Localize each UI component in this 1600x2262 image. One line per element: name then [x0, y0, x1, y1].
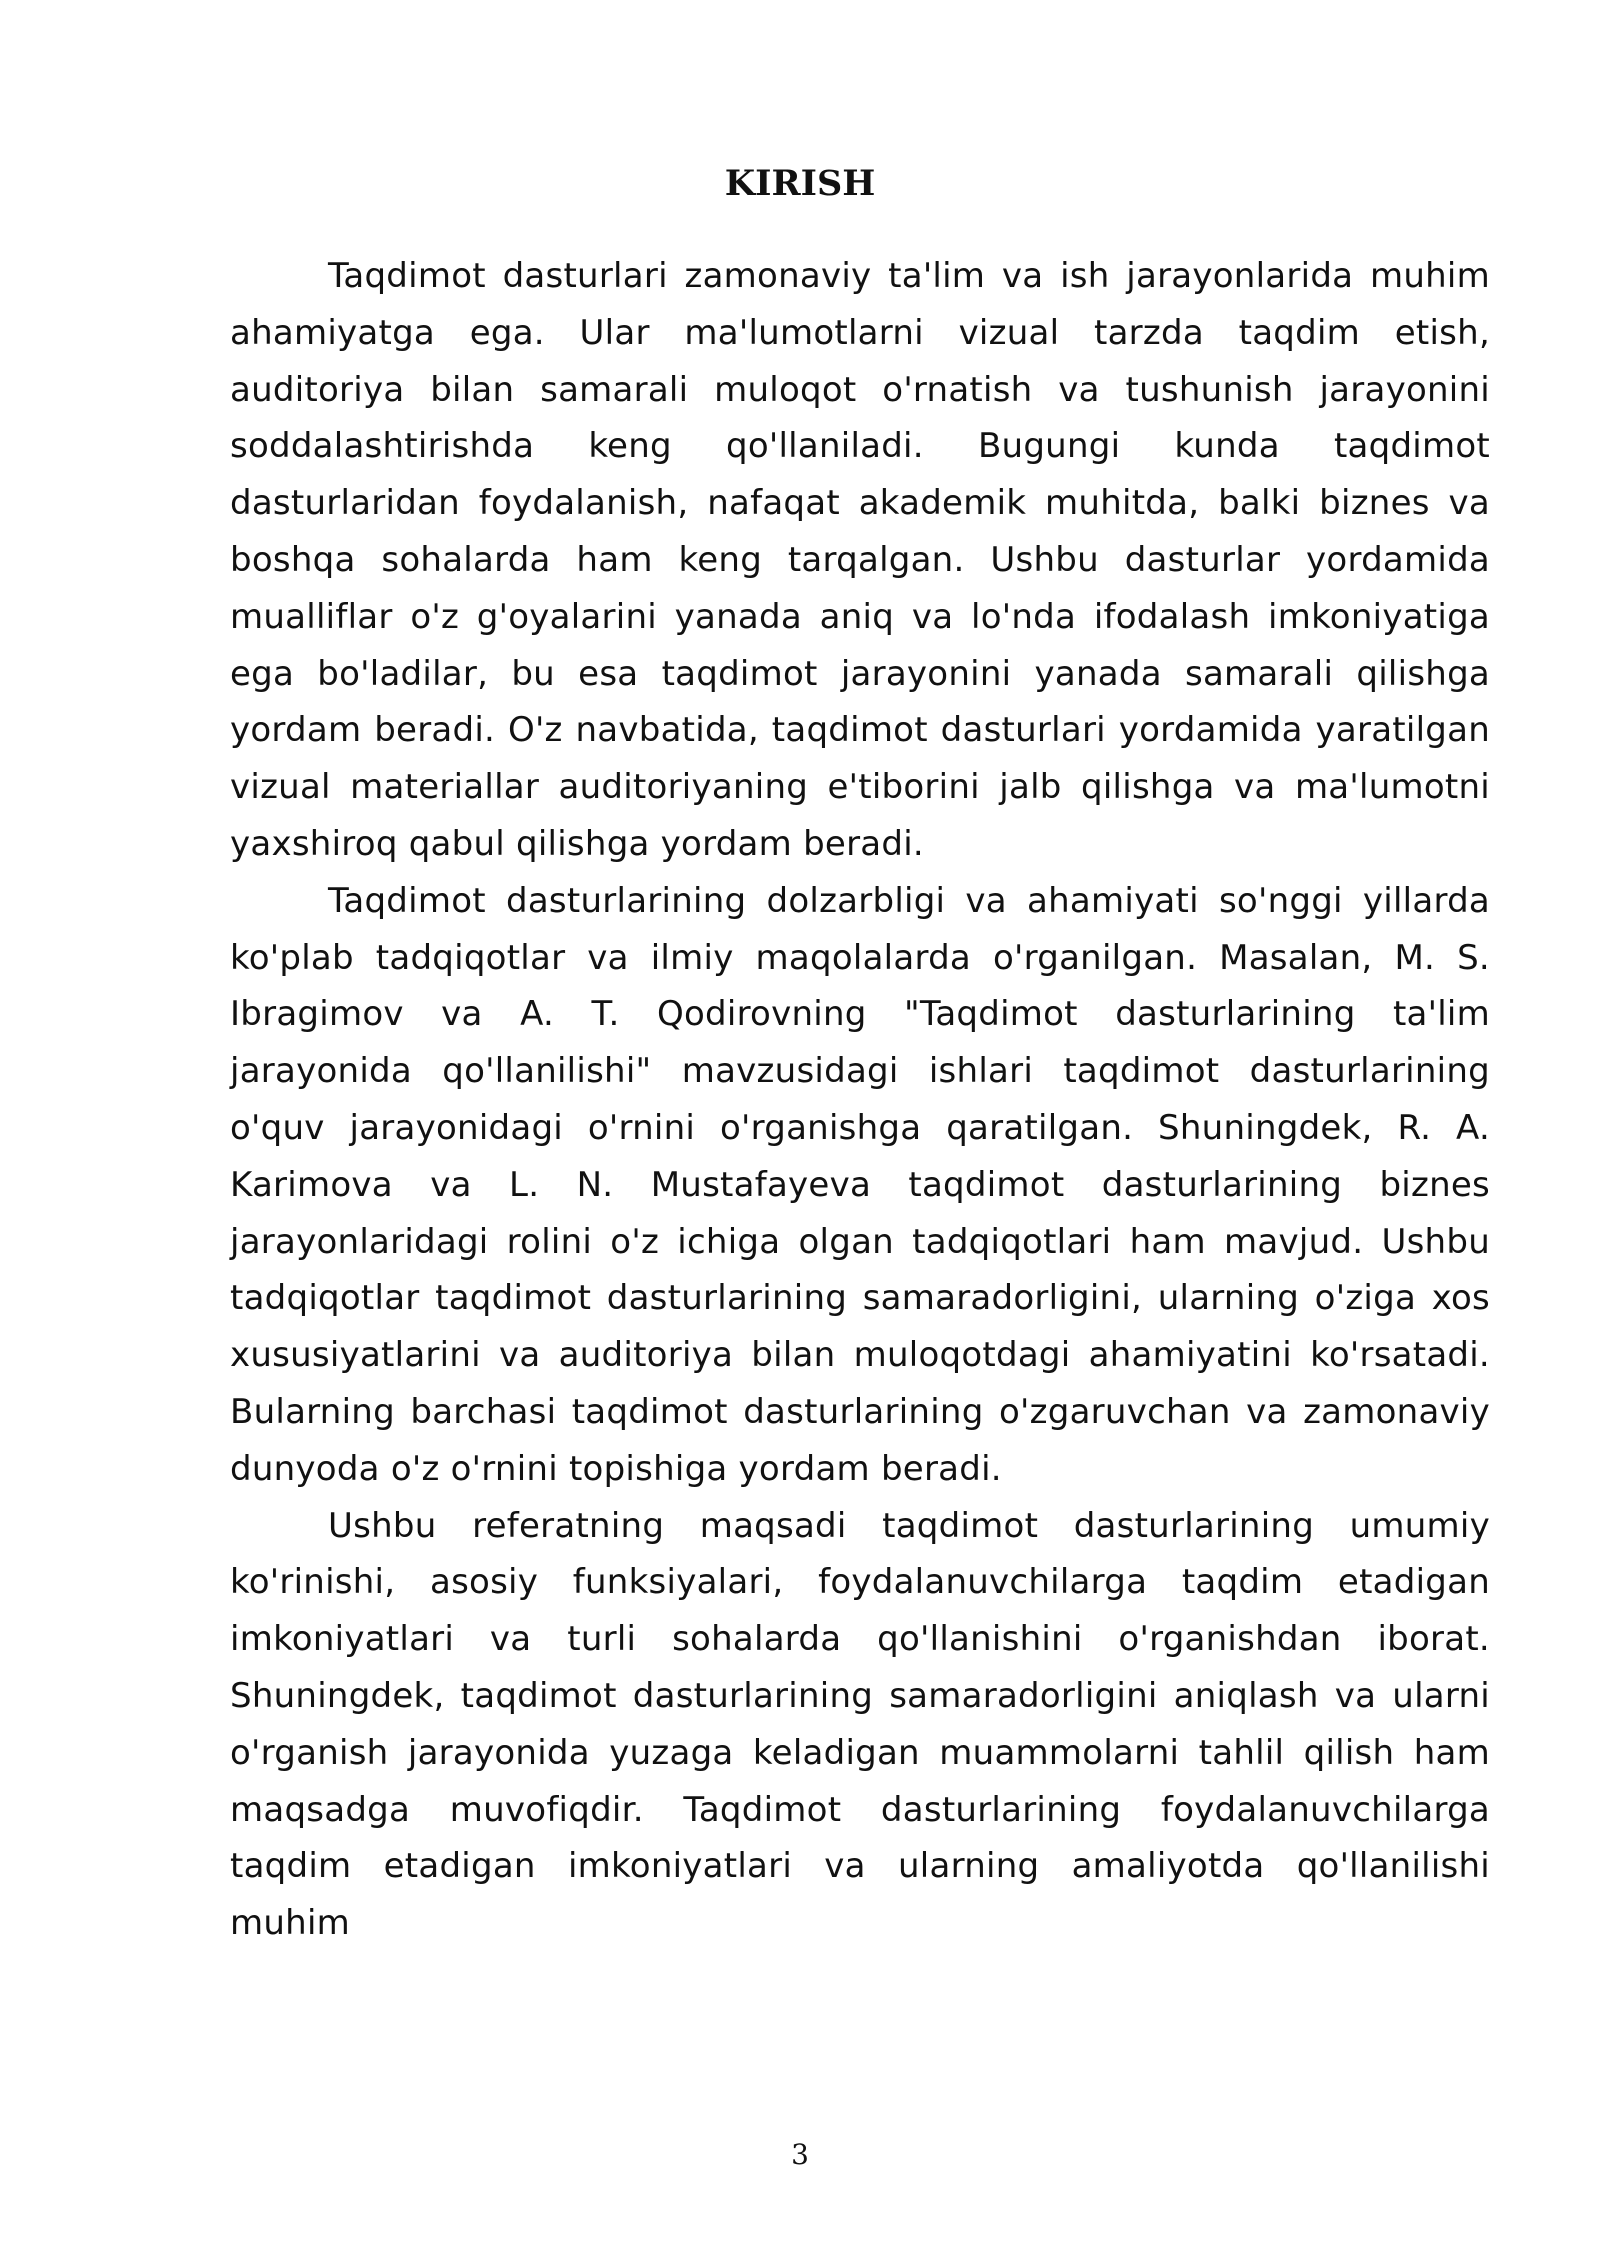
- paragraph-3: Ushbu referatning maqsadi taqdimot dasturlarining umumiy ko'rinishi, asosiy funksiyalari, foydalanuvchilarga taqdim etadigan imkoniyatlari va turli sohalarda qo'llanishini o'rganishdan iborat. Shuningdek, taqdimot dasturlarining samaradorligini aniqlash va ularni o'rganish jarayonida yuzaga keladigan muammolarni tahlil qilish ham maqsadga muvofiqdir. Taqdimot dasturlarining foydalanuvchilarga taqdim etadigan imkoniyatlari va ularning amaliyotda qo'llanilishi muhim: [230, 1505, 1490, 1944]
- page-title: KIRISH: [724, 163, 876, 204]
- paragraph-1: Taqdimot dasturlari zamonaviy ta'lim va ish jarayonlarida muhim ahamiyatga ega. Ular ma'lumotlarni vizual tarzda taqdim etish, auditoriya bilan samarali muloqot o'rnatish va tushunish jarayonini soddalashtirishda keng qo'llaniladi. Bugungi kunda taqdimot dasturlaridan foydalanish, nafaqat akademik muhitda, balki biznes va boshqa sohalarda ham keng tarqalgan. Ushbu dasturlar yordamida mualliflar o'z g'oyalarini yanada aniq va lo'nda ifodalash imkoniyatiga ega bo'ladilar, bu esa taqdimot jarayonini yanada samarali qilishga yordam beradi. O'z navbatida, taqdimot dasturlari yordamida yaratilgan vizual materiallar auditoriyaning e'tiborini jalb qilishga va ma'lumotni yaxshiroq qabul qilishga yordam beradi.: [230, 256, 1490, 864]
- page-number: 3: [791, 2138, 809, 2171]
- paragraph-2: Taqdimot dasturlarining dolzarbligi va ahamiyati so'nggi yillarda ko'plab tadqiqotlar va ilmiy maqolalarda o'rganilgan. Masalan, M. S. Ibragimov va A. T. Qodirovning "Taqdimot dasturlarining ta'lim jarayonida qo'llanilishi" mavzusidagi ishlari taqdimot dasturlarining o'quv jarayonidagi o'rnini o'rganishga qaratilgan. Shuningdek, R. A. Karimova va L. N. Mustafayeva taqdimot dasturlarining biznes jarayonlaridagi rolini o'z ichiga olgan tadqiqotlari ham mavjud. Ushbu tadqiqotlar taqdimot dasturlarining samaradorligini, ularning o'ziga xos xususiyatlarini va auditoriya bilan muloqotdagi ahamiyatini ko'rsatadi. Bularning barchasi taqdimot dasturlarining o'zgaruvchan va zamonaviy dunyoda o'z o'rnini topishiga yordam beradi.: [230, 880, 1490, 1489]
- body-text: [230, 248, 1490, 1952]
